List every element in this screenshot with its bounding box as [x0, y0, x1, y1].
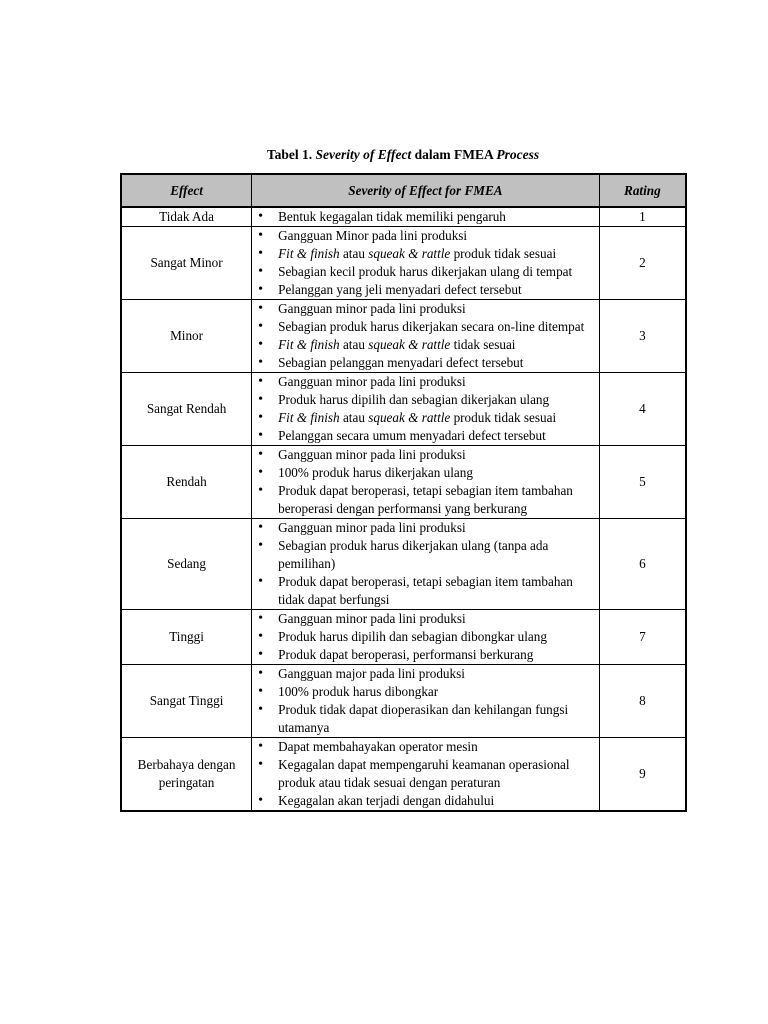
severity-bullet-list	[256, 738, 595, 810]
severity-bullet-list	[256, 300, 595, 372]
rating-cell: 8	[599, 665, 686, 738]
tail-text: tidak sesuai	[450, 337, 516, 352]
severity-bullet-list	[256, 208, 595, 226]
severity-bullet-item: • Produk tidak dapat dioperasikan dan kehilangan fungsi utamanya	[256, 701, 595, 737]
table-row	[121, 300, 686, 373]
severity-bullet-item: • Pelanggan secara umum menyadari defect tersebut	[256, 427, 595, 445]
severity-bullet-item: • Kegagalan akan terjadi dengan didahului	[256, 792, 595, 810]
table-caption	[0, 147, 768, 163]
severity-bullet-item: • 100% produk harus dibongkar	[256, 683, 595, 701]
caption-italic-1: Severity of Effect	[315, 147, 412, 162]
rating-cell: 9	[599, 738, 686, 812]
effect-cell: Sangat Minor	[121, 227, 252, 300]
severity-cell	[252, 207, 600, 227]
table-row	[121, 373, 686, 446]
effect-cell: Rendah	[121, 446, 252, 519]
severity-bullet-item: • Pelanggan yang jeli menyadari defect tersebut	[256, 281, 595, 299]
severity-bullet-list	[256, 373, 595, 445]
italic-term: squeak & rattle	[368, 337, 451, 352]
connector-text: atau	[339, 246, 369, 261]
severity-bullet-list	[256, 665, 595, 737]
italic-term: Fit & finish	[278, 410, 340, 425]
severity-bullet-item: • Gangguan minor pada lini produksi	[256, 446, 595, 464]
header-effect: Effect	[121, 174, 252, 207]
tail-text: produk tidak sesuai	[450, 246, 557, 261]
severity-cell	[252, 373, 600, 446]
severity-bullet-item	[256, 409, 595, 427]
severity-bullet-item	[256, 245, 595, 263]
severity-cell	[252, 665, 600, 738]
rating-cell: 4	[599, 373, 686, 446]
severity-bullet-item: • Gangguan minor pada lini produksi	[256, 373, 595, 391]
fmea-severity-table	[120, 173, 687, 812]
italic-term: squeak & rattle	[368, 410, 451, 425]
effect-cell: Berbahaya dengan peringatan	[121, 738, 252, 812]
rating-cell: 1	[599, 207, 686, 227]
connector-text: atau	[339, 410, 369, 425]
table-row	[121, 610, 686, 665]
severity-bullet-list	[256, 610, 595, 664]
severity-bullet-list	[256, 446, 595, 518]
header-rating: Rating	[599, 174, 686, 207]
effect-cell: Tinggi	[121, 610, 252, 665]
severity-bullet-item: • Produk dapat beroperasi, tetapi sebagian item tambahan tidak dapat berfungsi	[256, 573, 595, 609]
table-header-row	[121, 174, 686, 207]
rating-cell: 2	[599, 227, 686, 300]
table-row	[121, 446, 686, 519]
severity-bullet-list	[256, 519, 595, 609]
severity-cell	[252, 738, 600, 812]
severity-bullet-item: • Gangguan minor pada lini produksi	[256, 610, 595, 628]
severity-cell	[252, 519, 600, 610]
caption-middle: dalam FMEA	[414, 147, 493, 162]
tail-text: produk tidak sesuai	[450, 410, 557, 425]
severity-cell	[252, 446, 600, 519]
severity-cell	[252, 300, 600, 373]
severity-bullet-item: • Sebagian kecil produk harus dikerjakan ulang di tempat	[256, 263, 595, 281]
severity-bullet-item: • Bentuk kegagalan tidak memiliki pengaruh	[256, 208, 595, 226]
severity-bullet-item: • 100% produk harus dikerjakan ulang	[256, 464, 595, 482]
severity-bullet-item: • Produk harus dipilih dan sebagian dikerjakan ulang	[256, 391, 595, 409]
severity-bullet-item: • Gangguan minor pada lini produksi	[256, 519, 595, 537]
severity-bullet-item: • Gangguan Minor pada lini produksi	[256, 227, 595, 245]
caption-italic-2: Process	[496, 147, 540, 162]
severity-bullet-item: • Gangguan major pada lini produksi	[256, 665, 595, 683]
table-body	[121, 207, 686, 811]
severity-bullet-item: • Kegagalan dapat mempengaruhi keamanan operasional produk atau tidak sesuai dengan peraturan	[256, 756, 595, 792]
effect-cell: Sangat Tinggi	[121, 665, 252, 738]
table-row	[121, 207, 686, 227]
rating-cell: 3	[599, 300, 686, 373]
effect-cell: Sedang	[121, 519, 252, 610]
effect-cell: Minor	[121, 300, 252, 373]
severity-bullet-item	[256, 336, 595, 354]
severity-bullet-item: • Produk harus dipilih dan sebagian dibongkar ulang	[256, 628, 595, 646]
rating-cell: 5	[599, 446, 686, 519]
effect-cell: Sangat Rendah	[121, 373, 252, 446]
header-severity: Severity of Effect for FMEA	[252, 174, 600, 207]
severity-bullet-item: • Sebagian pelanggan menyadari defect tersebut	[256, 354, 595, 372]
italic-term: Fit & finish	[278, 337, 340, 352]
severity-bullet-item: • Sebagian produk harus dikerjakan secara on-line ditempat	[256, 318, 595, 336]
severity-cell	[252, 610, 600, 665]
severity-bullet-list	[256, 227, 595, 299]
severity-cell	[252, 227, 600, 300]
rating-cell: 6	[599, 519, 686, 610]
caption-prefix: Tabel 1.	[266, 147, 313, 162]
italic-term: Fit & finish	[278, 246, 340, 261]
table-row	[121, 519, 686, 610]
italic-term: squeak & rattle	[368, 246, 451, 261]
table-row	[121, 738, 686, 812]
table-row	[121, 227, 686, 300]
severity-bullet-item: • Dapat membahayakan operator mesin	[256, 738, 595, 756]
severity-bullet-item: • Produk dapat beroperasi, performansi berkurang	[256, 646, 595, 664]
severity-bullet-item: • Produk dapat beroperasi, tetapi sebagian item tambahan beroperasi dengan performansi yang berkurang	[256, 482, 595, 518]
table-row	[121, 665, 686, 738]
connector-text: atau	[339, 337, 369, 352]
effect-cell: Tidak Ada	[121, 207, 252, 227]
severity-bullet-item: • Sebagian produk harus dikerjakan ulang (tanpa ada pemilihan)	[256, 537, 595, 573]
severity-bullet-item: • Gangguan minor pada lini produksi	[256, 300, 595, 318]
rating-cell: 7	[599, 610, 686, 665]
